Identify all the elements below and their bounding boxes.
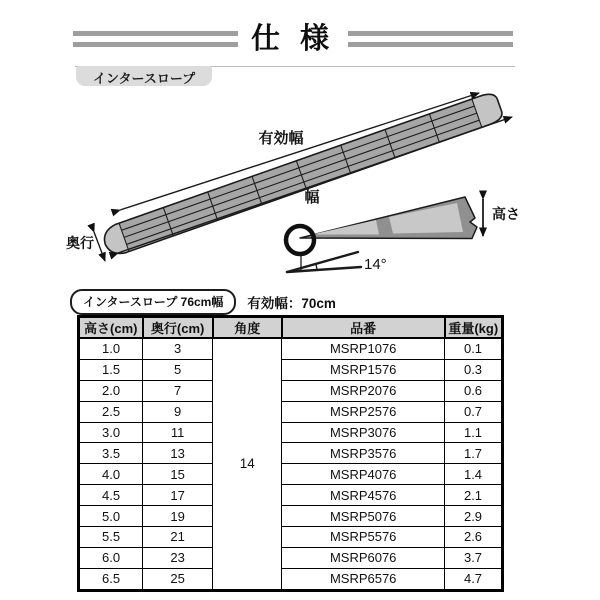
cell-weight: 4.7 xyxy=(445,568,503,590)
width-label: 幅 xyxy=(304,189,320,206)
cell-depth: 9 xyxy=(143,401,213,422)
table-row xyxy=(79,547,503,568)
effective-width-arrow xyxy=(120,93,479,210)
cell-angle-merged: 14 xyxy=(213,338,282,590)
cell-part-number: MSRP2576 xyxy=(282,401,445,422)
column-header: 角度 xyxy=(213,317,282,339)
table-row xyxy=(79,359,503,380)
heading-rule-left xyxy=(73,31,238,47)
table-row xyxy=(79,568,503,590)
cell-weight: 2.1 xyxy=(445,485,503,506)
table-row xyxy=(79,338,503,359)
cell-weight: 0.1 xyxy=(445,338,503,359)
cell-part-number: MSRP2076 xyxy=(282,380,445,401)
cell-height: 2.0 xyxy=(79,380,143,401)
cell-depth: 21 xyxy=(143,527,213,548)
cell-height: 5.0 xyxy=(79,506,143,527)
heading-rule-right xyxy=(348,31,513,47)
cell-part-number: MSRP3576 xyxy=(282,443,445,464)
cell-part-number: MSRP3076 xyxy=(282,422,445,443)
cell-depth: 23 xyxy=(143,547,213,568)
cell-weight: 0.7 xyxy=(445,401,503,422)
cell-height: 1.5 xyxy=(79,359,143,380)
cell-part-number: MSRP1076 xyxy=(282,338,445,359)
cell-height: 1.0 xyxy=(79,338,143,359)
wedge-panel xyxy=(312,220,379,235)
table-row xyxy=(79,443,503,464)
table-row xyxy=(79,506,503,527)
magnifier-circle-icon xyxy=(286,226,314,254)
rule-bar xyxy=(348,31,513,36)
cell-part-number: MSRP5576 xyxy=(282,527,445,548)
table-row xyxy=(79,422,503,443)
cell-height: 3.5 xyxy=(79,443,143,464)
cell-height: 4.0 xyxy=(79,464,143,485)
column-header: 重量(kg) xyxy=(445,317,503,339)
ramp-diagram xyxy=(60,85,540,290)
rule-bar xyxy=(73,42,238,47)
table-body xyxy=(79,338,503,590)
cell-height: 6.0 xyxy=(79,547,143,568)
height-label: 高さ xyxy=(492,206,520,222)
cell-depth: 3 xyxy=(143,338,213,359)
cell-part-number: MSRP5076 xyxy=(282,506,445,527)
cell-depth: 11 xyxy=(143,422,213,443)
cell-depth: 25 xyxy=(143,568,213,590)
cell-weight: 1.1 xyxy=(445,422,503,443)
cell-depth: 17 xyxy=(143,485,213,506)
cell-weight: 0.6 xyxy=(445,380,503,401)
cell-height: 6.5 xyxy=(79,568,143,590)
cell-part-number: MSRP6076 xyxy=(282,547,445,568)
table-row xyxy=(79,464,503,485)
depth-arrow xyxy=(94,232,105,261)
depth-label: 奥行 xyxy=(66,235,94,251)
table-row xyxy=(79,527,503,548)
cell-weight: 3.7 xyxy=(445,547,503,568)
product-tab-label: インタースロープ xyxy=(76,66,212,86)
angle-degree-label: 14° xyxy=(364,256,387,273)
cell-height: 5.5 xyxy=(79,527,143,548)
cell-depth: 13 xyxy=(143,443,213,464)
side-view-wedge xyxy=(300,197,477,239)
table-subtitle-row xyxy=(70,289,336,315)
spec-table xyxy=(77,315,504,592)
cell-weight: 0.3 xyxy=(445,359,503,380)
column-header: 品番 xyxy=(282,317,445,339)
rule-bar xyxy=(348,42,513,47)
table-header-row xyxy=(79,317,503,339)
spec-heading xyxy=(73,23,513,55)
cell-weight: 2.6 xyxy=(445,527,503,548)
product-size-pill: インタースロープ 76cm幅 xyxy=(70,289,236,315)
cell-height: 3.0 xyxy=(79,422,143,443)
column-header: 高さ(cm) xyxy=(79,317,143,339)
cell-depth: 15 xyxy=(143,464,213,485)
table-row xyxy=(79,401,503,422)
column-header: 奥行(cm) xyxy=(143,317,213,339)
cell-height: 2.5 xyxy=(79,401,143,422)
cell-part-number: MSRP4076 xyxy=(282,464,445,485)
cell-part-number: MSRP1576 xyxy=(282,359,445,380)
table-row xyxy=(79,485,503,506)
cell-part-number: MSRP4576 xyxy=(282,485,445,506)
effective-width-note: 有効幅：70cm xyxy=(247,296,336,311)
cell-depth: 5 xyxy=(143,359,213,380)
cell-weight: 1.4 xyxy=(445,464,503,485)
cell-weight: 1.7 xyxy=(445,443,503,464)
effective-width-label: 有効幅 xyxy=(258,130,304,147)
cell-weight: 2.9 xyxy=(445,506,503,527)
cell-height: 4.5 xyxy=(79,485,143,506)
cell-part-number: MSRP6576 xyxy=(282,568,445,590)
page-title: 仕 様 xyxy=(250,22,336,55)
cell-depth: 19 xyxy=(143,506,213,527)
rule-bar xyxy=(73,31,238,36)
cell-depth: 7 xyxy=(143,380,213,401)
table-row xyxy=(79,380,503,401)
